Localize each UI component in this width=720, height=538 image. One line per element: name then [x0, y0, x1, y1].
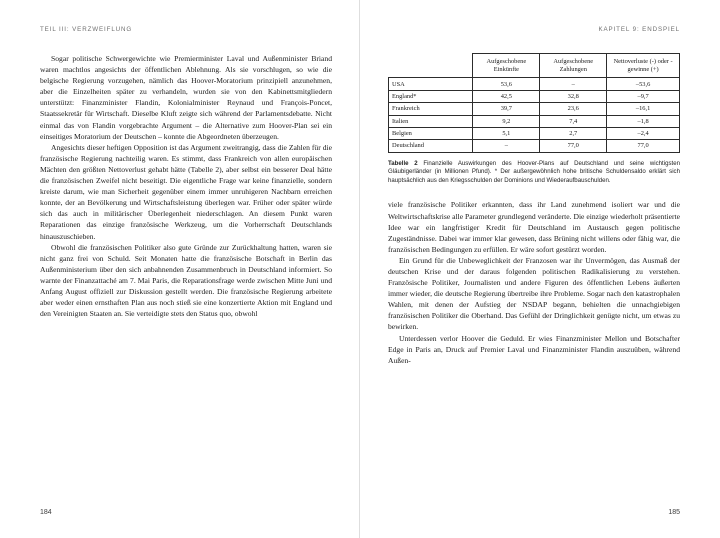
- table-cell-value: –9,7: [607, 90, 680, 102]
- paragraph: Unterdessen verlor Hoover die Geduld. Er wies Finanzminister Mellon und Botschafter Edge in Paris an, Druck auf Premier Laval und Finanzminister Flandin auszuüben, während Außen-: [388, 333, 680, 365]
- table-cell-value: 9,2: [473, 115, 540, 127]
- table-cell-country: England*: [389, 90, 473, 102]
- table-cell-value: 53,6: [473, 78, 540, 90]
- table-cell-country: Frankreich: [389, 103, 473, 115]
- table-cell-country: Italien: [389, 115, 473, 127]
- table-caption: [388, 160, 680, 186]
- page-number-left: 184: [40, 509, 52, 516]
- table-header-cell: Aufgeschobene Zahlungen: [540, 54, 607, 78]
- table-cell-country: Deutschland: [389, 140, 473, 152]
- table-row: [389, 90, 680, 102]
- table-cell-value: 5,1: [473, 127, 540, 139]
- paragraph: Obwohl die französischen Politiker also gute Gründe zur Zurückhaltung hatten, waren sie nicht ganz frei von Schuld. Seit Monaten hatte die französische Botschaft in Berlin das Außenministerium über den sich anbahnenden Zusammenbruch in Deutschland informiert. So warnte der Finanzattaché am 7. Mai Paris, die Reparationsfrage werde zwischen Mitte Juni und Anfang August offiziell zur Diskussion gestellt werden. Die französische Regierung arbeitete aber weder einen ernsthaften Plan aus noch stieß sie eine konzertierte Aktion mit England und den Vereinigten Staaten an. Sie verteidigte stets den Status quo, obwohl: [40, 242, 332, 319]
- table-row: [389, 127, 680, 139]
- table-cell-value: –1,8: [607, 115, 680, 127]
- table-cell-value: 39,7: [473, 103, 540, 115]
- running-head-left: TEIL III: VERZWEIFLUNG: [40, 26, 133, 33]
- table-cell-value: 42,5: [473, 90, 540, 102]
- table-cell-value: –: [540, 78, 607, 90]
- left-page-body: [40, 53, 332, 319]
- table-header-cell: Nettoverluste (-) oder -gewinne (+): [607, 54, 680, 78]
- running-head-right: KAPITEL 9: ENDSPIEL: [598, 26, 680, 33]
- table-cell-value: –53,6: [607, 78, 680, 90]
- paragraph: Ein Grund für die Unbeweglichkeit der Franzosen war ihr Unvermögen, das Ausmaß der deutschen Krise und der daraus folgenden politischen Radikalisierung zu verstehen. Französische Politiker, Journalisten und andere Figuren des öffentlichen Lebens äußerten immer wieder, die deutsche Regierung übertreibe ihre Probleme. Sogar nach den katastrophalen Wahlen, mit denen der Aufstieg der NSDAP begann, behielten die unnachgiebigen französischen Politiker die Oberhand. Das Gefühl der Dringlichkeit genügte nicht, um etwas zu bewirken.: [388, 255, 680, 332]
- paragraph: Sogar politische Schwergewichte wie Premierminister Laval und Außenminister Briand waren machtlos angesichts der öffentlichen Ablehnung. Als sie vorschlugen, so wie die belgische Regierung vorzugehen, nämlich das Hoover-Moratorium prinzipiell anzunehmen, aber die Einzelheiten später zu verhandeln, wurden sie von den Kabinettsmitgliedern unterstützt: Finanzminister Flandin, Kolonialminister Reynaud und François-Poncet, Staatssekretär für Wirtschaft. Dieselbe Kluft zeigte sich während der Parlamentsdebatte. Nicht einmal das von Flandin vorgebrachte Argument – die Alternative zum Hoover-Plan sei ein einseitiges Moratorium der Deutschen – konnte die Abgeordneten überzeugen.: [40, 54, 332, 141]
- table-cell-country: Belgien: [389, 127, 473, 139]
- table-row: [389, 115, 680, 127]
- table-header-cell: Aufgeschobene Einkünfte: [473, 54, 540, 78]
- paragraph: Angesichts dieser heftigen Opposition ist das Argument zweitrangig, dass die Zahlen für die französische Regierung nachteilig waren. Es stimmt, dass Frankreich von allen europäischen Mächten den größten Nettoverlust gehabt hätte (Tabelle 2), aber selbst ein besserer Deal hätte die französischen Zweifel nicht beseitigt. Die eigentliche Frage war keine finanzielle, sondern kreiste darum, wie man Sicherheit gegenüber einem immer unruhigeren Nachbarn erreichen konnte, der an Bevölkerung und Wirtschaftsleistung überlegen war. Früher oder später würde sich das auch in militärischer Überlegenheit niederschlagen. An diesem Punkt waren Reparationen das einzige französische Werkzeug, um die Vorherrschaft Deutschlands hinauszuschieben.: [40, 142, 332, 241]
- table-row: [389, 78, 680, 90]
- table-row: [389, 140, 680, 152]
- table-cell-country: USA: [389, 78, 473, 90]
- table-cell-value: –16,1: [607, 103, 680, 115]
- paragraph: viele französische Politiker erkannten, dass ihr Land zunehmend isoliert war und die Weltwirtschaftskrise alle Parameter grundlegend veränderte. Die einzige wiederholt präsentierte Idee war ein langfristiger Kredit für Deutschland im Austausch gegen politische Zugeständnisse. Dabei war immer klar gewesen, dass Brüning nicht willens oder fähig war, die französischen Bedingungen zu erfüllen. Er wäre sofort gestürzt worden.: [388, 200, 680, 254]
- table-cell-value: –: [473, 140, 540, 152]
- page-number-right: 185: [668, 509, 680, 516]
- table-header-cell: [389, 54, 473, 78]
- table-caption-label: Tabelle 2: [388, 159, 418, 167]
- table-cell-value: 32,8: [540, 90, 607, 102]
- finance-table: [388, 53, 680, 153]
- table-cell-value: 2,7: [540, 127, 607, 139]
- table-row: [389, 103, 680, 115]
- table-cell-value: 77,0: [607, 140, 680, 152]
- table-cell-value: 23,6: [540, 103, 607, 115]
- finance-table-wrapper: [388, 53, 680, 153]
- table-header-row: [389, 54, 680, 78]
- table-cell-value: 77,0: [540, 140, 607, 152]
- table-caption-text: Finanzielle Auswirkungen des Hoover-Plans auf Deutschland und seine wichtigsten Gläubigerländer (in Millionen Pfund). * Der außergewöhnlich hohe britische Schuldensaldo erklärt sich hauptsächlich aus den Kriegsschulden der Dominions und Wiederaufbauschulden.: [388, 159, 680, 184]
- right-page: [360, 0, 720, 538]
- table-cell-value: 7,4: [540, 115, 607, 127]
- right-page-body: [388, 199, 680, 365]
- table-cell-value: –2,4: [607, 127, 680, 139]
